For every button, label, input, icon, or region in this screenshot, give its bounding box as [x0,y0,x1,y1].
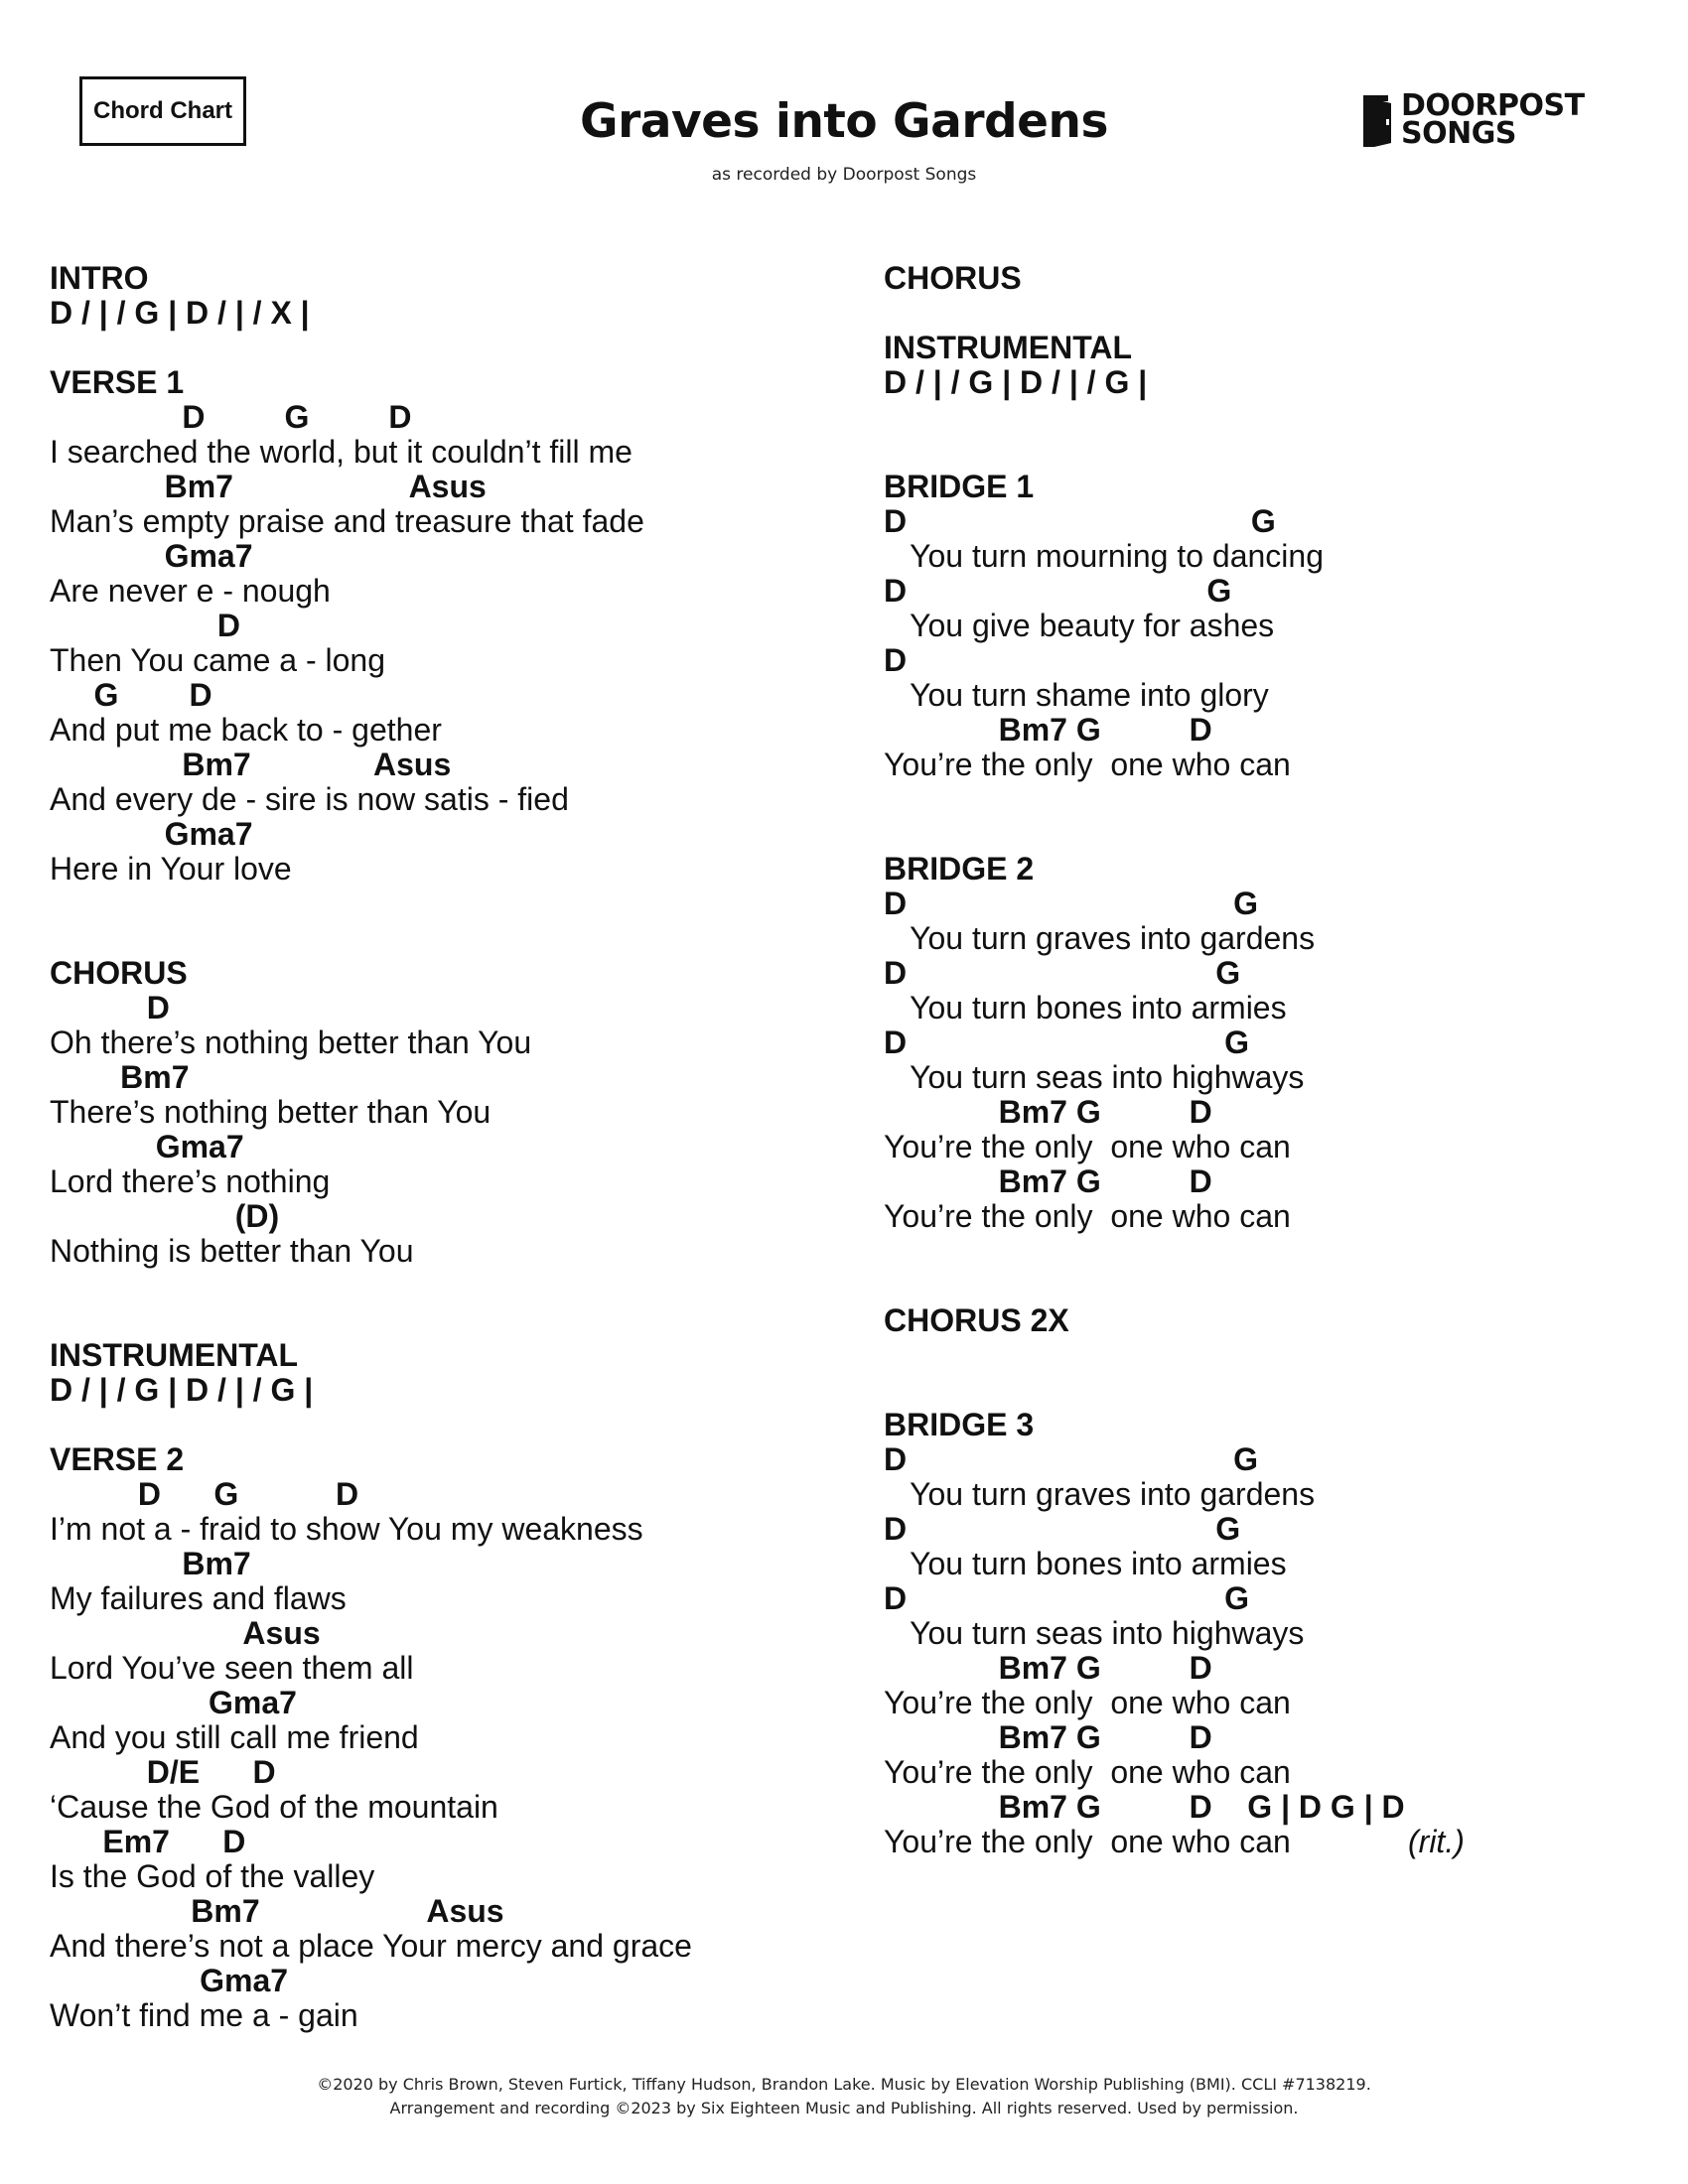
right-heading: BRIDGE 2 [884,851,1035,887]
left-lyric: Nothing is better than You [50,1233,414,1269]
right-lyric: You turn seas into highways [884,1615,1305,1651]
left-chord: Asus [50,1615,321,1651]
right-lyric: You turn graves into gardens [884,920,1316,956]
left-chord: Bm7 [50,1059,190,1095]
right-lyric: You’re the only one who can [884,1824,1291,1859]
left-lyric: Then You came a - long [50,642,386,678]
left-heading: INSTRUMENTAL [50,1337,299,1373]
chord-chart-label: Chord Chart [79,76,246,146]
right-chord: Bm7 G D [884,1094,1212,1130]
right-chord: D G [884,1024,1250,1060]
right-chord: D [884,642,908,678]
right-chord: D G [884,886,1258,921]
left-heading: CHORUS [50,955,188,991]
right-lyric: You turn shame into glory [884,677,1269,713]
right-chord: D G [884,573,1232,609]
right-lyric: You’re the only one who can [884,747,1291,782]
left-chord: Bm7 Asus [50,747,452,782]
left-lyric: I’m not a - fraid to show You my weakness [50,1511,643,1547]
right-chord: D G [884,1580,1250,1616]
right-heading: INSTRUMENTAL [884,330,1133,365]
logo-wordmark [1401,88,1585,151]
right-heading: CHORUS 2X [884,1302,1069,1338]
copyright-line-2: Arrangement and recording ©2023 by Six Eighteen Music and Publishing. All rights reserved. Used by permission. [389,2099,1299,2117]
right-heading: BRIDGE 1 [884,469,1035,504]
left-lyric: Man’s empty praise and treasure that fade [50,503,644,539]
right-chord: D G [884,955,1241,991]
left-chord: Gma7 [50,538,253,574]
left-lyric: Lord You’ve seen them all [50,1650,414,1686]
song-subtitle: as recorded by Doorpost Songs [711,165,977,185]
copyright-line-1: ©2020 by Chris Brown, Steven Furtick, Tiffany Hudson, Brandon Lake. Music by Elevation Worship Publishing (BMI). CCLI #7138219. [317,2075,1371,2094]
left-chord: Bm7 Asus [50,1893,504,1929]
left-chord: D [50,608,241,643]
right-lyric: You turn mourning to dancing [884,538,1324,574]
left-lyric: Lord there’s nothing [50,1163,331,1199]
logo-line-2: SONGS [1401,116,1516,151]
left-lyric: And you still call me friend [50,1719,419,1755]
right-lyric: You’re the only one who can [884,1754,1291,1790]
right-lyric: You give beauty for ashes [884,608,1275,643]
right-heading: BRIDGE 3 [884,1407,1035,1442]
right-lyric: You’re the only one who can [884,1685,1291,1720]
left-lyric: And every de - sire is now satis - fied [50,781,569,817]
left-lyric: And there’s not a place Your mercy and grace [50,1928,692,1964]
left-heading: VERSE 2 [50,1441,185,1477]
right-chord: Bm7 G D [884,1650,1212,1686]
right-chord: Bm7 G D [884,712,1212,748]
left-chord: D / | / G | D / | / G | [50,1372,314,1408]
left-chord: Em7 D [50,1824,246,1859]
left-chord: Gma7 [50,1685,297,1720]
left-chord: Bm7 Asus [50,469,487,504]
right-chord: Bm7 G D [884,1163,1212,1199]
song-title: Graves into Gardens [580,94,1108,149]
left-chord: (D) [50,1198,280,1234]
left-heading: VERSE 1 [50,364,185,400]
right-chord: D G [884,1511,1241,1547]
left-lyric: There’s nothing better than You [50,1094,492,1130]
left-chord: D G D [50,399,412,435]
left-chord: Gma7 [50,816,253,852]
right-chord: D / | / G | D / | / G | [884,364,1148,400]
left-lyric: Are never e - nough [50,573,331,609]
left-chord: D G D [50,1476,359,1512]
logo-line-1: DOORPOST [1401,88,1585,123]
right-chord: Bm7 G D [884,1719,1212,1755]
left-lyric: My failures and flaws [50,1580,347,1616]
left-chord: G D [50,677,212,713]
left-chord: D / | / G | D / | / X | [50,295,310,331]
right-heading: CHORUS [884,260,1022,296]
right-lyric: You’re the only one who can [884,1198,1291,1234]
left-lyric: Won’t find me a - gain [50,1997,358,2033]
left-lyric: And put me back to - gether [50,712,442,748]
right-chord: D G [884,503,1276,539]
left-chord: Bm7 [50,1546,251,1581]
right-lyric: You turn bones into armies [884,1546,1287,1581]
right-chord: Bm7 G D G | D G | D [884,1789,1405,1825]
left-chord: D/E D [50,1754,276,1790]
right-lyric: You turn graves into gardens [884,1476,1316,1512]
right-chord: D G [884,1441,1258,1477]
copyright-footer [0,2073,1688,2120]
left-lyric: Here in Your love [50,851,292,887]
left-chord: Gma7 [50,1963,289,1998]
left-lyric: I searched the world, but it couldn’t fill me [50,434,633,470]
right-lyric: You’re the only one who can [884,1129,1291,1164]
left-chord: D [50,990,170,1025]
left-heading: INTRO [50,260,149,296]
right-lyric: You turn seas into highways [884,1059,1305,1095]
right-lyric-note: (rit.) [1408,1824,1465,1859]
right-lyric: You turn bones into armies [884,990,1287,1025]
left-lyric: ‘Cause the God of the mountain [50,1789,498,1825]
left-lyric: Is the God of the valley [50,1858,375,1894]
left-chord: Gma7 [50,1129,244,1164]
door-logo-icon [1363,95,1393,147]
left-lyric: Oh there’s nothing better than You [50,1024,532,1060]
